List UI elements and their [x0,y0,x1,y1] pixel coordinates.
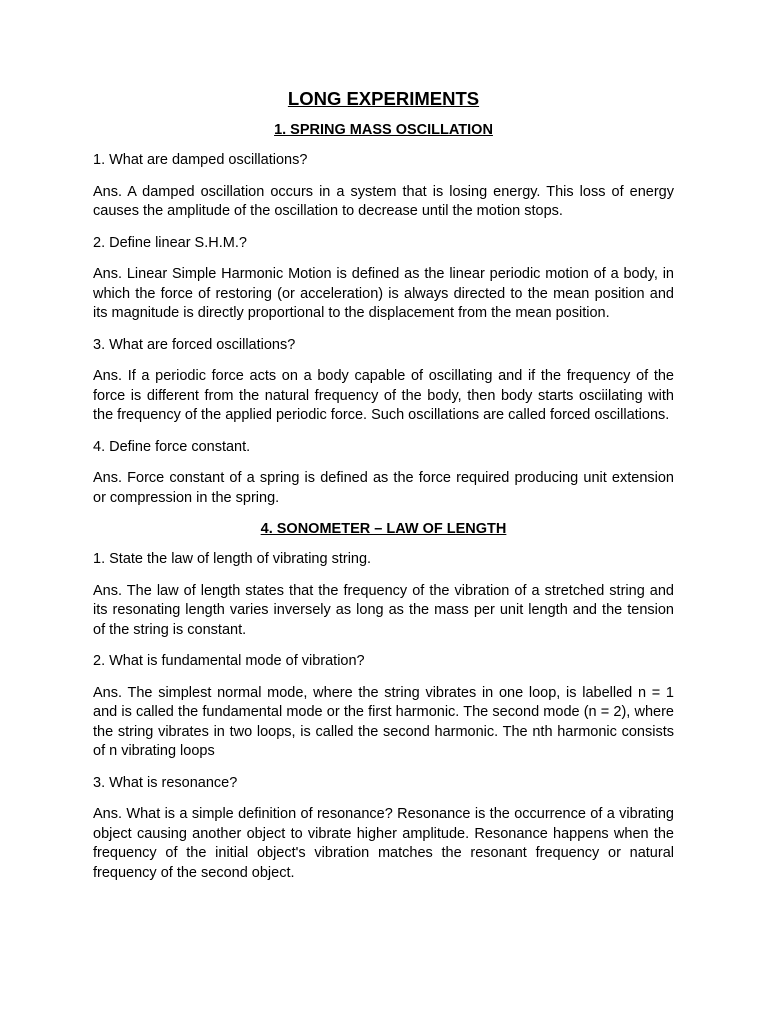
document-title: LONG EXPERIMENTS [287,88,480,109]
answer: Ans. If a periodic force acts on a body capable of oscillating and if the frequency of the force is different from the natural frequency of the body, then body starts osciilating with the frequency of the applied periodic force. Such oscillations are called forced oscillations. [93,368,674,423]
section-heading-spring-mass: 1. SPRING MASS OSCILLATION [274,122,493,138]
answer: Ans. Force constant of a spring is defined as the force required producing unit extension or compression in the spring. [93,470,674,506]
answer: Ans. What is a simple definition of resonance? Resonance is the occurrence of a vibrating object causing another object to vibrate higher amplitude. Resonance happens when the frequency of the initial object's vibration matches the resonant frequency or natural frequency of the second object. [93,806,674,881]
document-page [93,86,674,895]
question: 1. State the law of length of vibrating string. [93,551,372,567]
answer: Ans. A damped oscillation occurs in a system that is losing energy. This loss of energy causes the amplitude of the oscillation to decrease until the motion stops. [93,183,674,219]
question: 4. Define force constant. [93,438,251,455]
answer: Ans. Linear Simple Harmonic Motion is defined as the linear periodic motion of a body, in which the force of restoring (or acceleration) is always directed to the mean position and its magnitude is directly proportional to the displacement from the mean position. [93,266,674,321]
question: 2. What is fundamental mode of vibration? [93,653,365,669]
question: 2. Define linear S.H.M.? [93,234,247,251]
question: 3. What is resonance? [93,774,238,791]
answer: Ans. The simplest normal mode, where the string vibrates in one loop, is labelled n = 1 and is called the fundamental mode or the first harmonic. The second mode (n = 2), where the string vibrates in two loops, is called the second harmonic. The nth harmonic consists of n vibrating loops [93,684,674,759]
question: 1. What are damped oscillations? [93,152,308,168]
answer: Ans. The law of length states that the frequency of the vibration of a stretched string and its resonating length varies inversely as long as the mass per unit length and the tension of the string is constant. [93,582,674,638]
section-heading-sonometer: 4. SONOMETER – LAW OF LENGTH [260,521,507,537]
question: 3. What are forced oscillations? [93,336,296,353]
